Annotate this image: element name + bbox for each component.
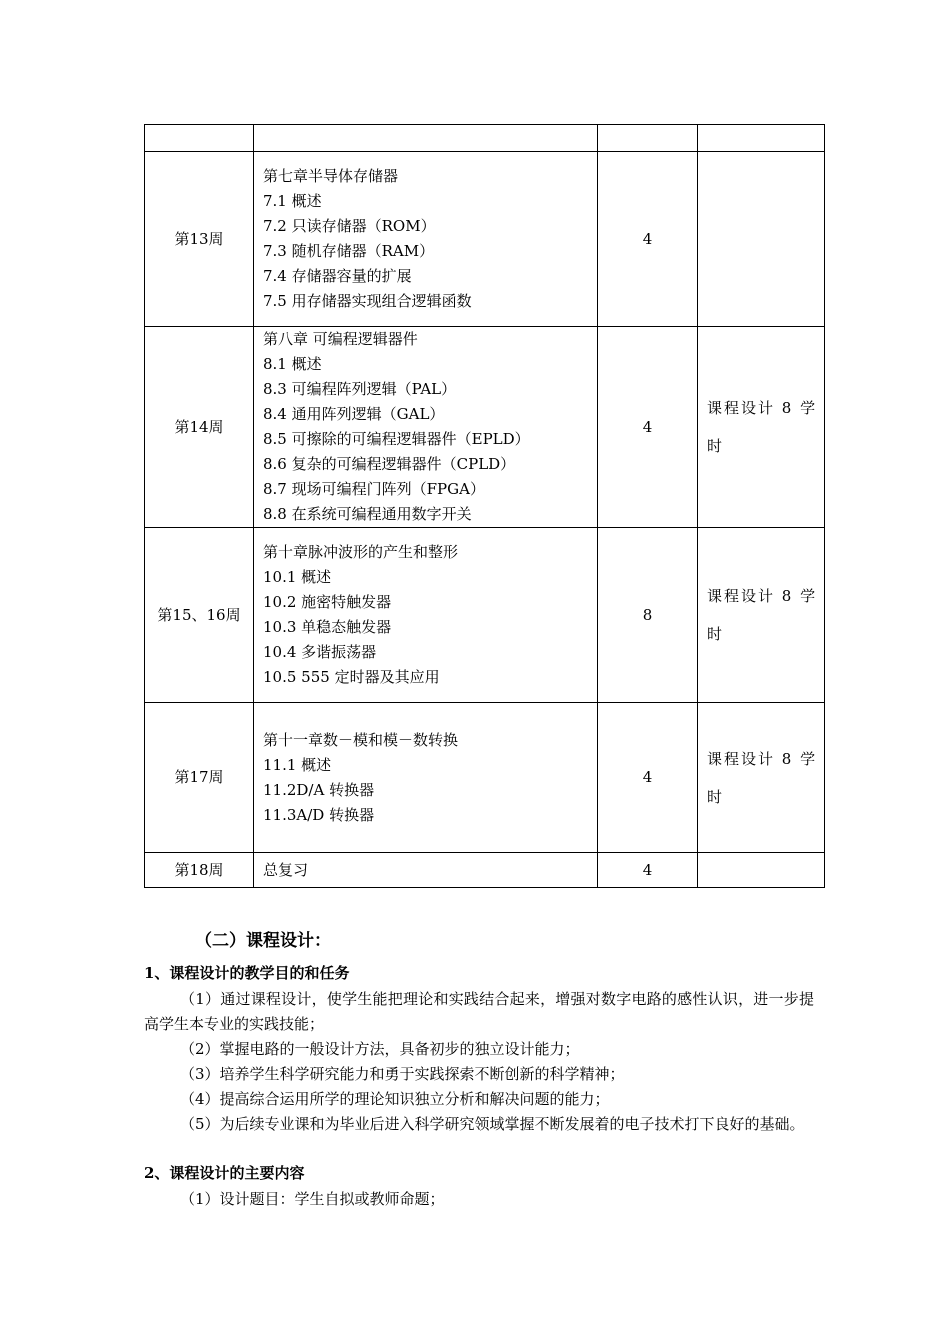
note-text: 课程设计 8 学时 [707, 749, 818, 806]
content-line: 10.5 555 定时器及其应用 [263, 668, 440, 686]
content-line: 第十章脉冲波形的产生和整形 [263, 543, 459, 561]
week-cell: 第13周 [145, 152, 254, 327]
note-cell [698, 703, 825, 853]
note-cell [698, 853, 825, 888]
sub-heading: 2、课程设计的主要内容 [144, 1164, 305, 1182]
paragraph: （1）设计题目：学生自拟或教师命题； [180, 1190, 445, 1208]
content-line: 第八章 可编程逻辑器件 [263, 330, 418, 348]
content-line: 8.3 可编程阵列逻辑（PAL） [263, 380, 457, 398]
note-cell [698, 152, 825, 327]
content-line: 10.4 多谐振荡器 [263, 643, 377, 661]
content-line: 8.6 复杂的可编程逻辑器件（CPLD） [263, 455, 516, 473]
content-line: 第十一章数－模和模－数转换 [263, 730, 459, 749]
content-line: 8.1 概述 [263, 355, 322, 373]
paragraph: （1）通过课程设计，使学生能把理论和实践结合起来，增强对数字电路的感性认识，进一步提高学生本专业的实践技能； [144, 990, 814, 1033]
content-cell [254, 152, 598, 327]
paragraph: （4）提高综合运用所学的理论知识独立分析和解决问题的能力； [180, 1090, 610, 1108]
note-cell [698, 327, 825, 528]
content-cell [254, 703, 598, 853]
content-line: 10.1 概述 [263, 568, 332, 586]
hours-cell: 4 [598, 327, 698, 528]
content-line: 总复习 [263, 860, 309, 879]
content-line: 8.5 可擦除的可编程逻辑器件（EPLD） [263, 430, 530, 448]
table-row [145, 528, 825, 703]
note-text: 课程设计 8 学时 [707, 587, 818, 643]
week-cell: 第14周 [145, 327, 254, 528]
note-text: 课程设计 8 学时 [707, 399, 818, 455]
content-cell [254, 327, 598, 528]
content-line: 7.3 随机存储器（RAM） [263, 242, 435, 260]
content-line: 8.7 现场可编程门阵列（FPGA） [263, 480, 485, 498]
schedule-table [144, 124, 825, 888]
hours-cell: 4 [598, 703, 698, 853]
section-heading: （二）课程设计： [195, 931, 331, 951]
content-line: 7.4 存储器容量的扩展 [263, 267, 412, 285]
content-line: 11.1 概述 [263, 755, 332, 774]
content-line: 7.5 用存储器实现组合逻辑函数 [263, 292, 472, 310]
content-line: 11.2D/A 转换器 [263, 780, 375, 799]
table-row [145, 853, 825, 888]
table-cell [598, 125, 698, 152]
content-cell [254, 528, 598, 703]
table-cell [145, 125, 254, 152]
week-cell: 第15、16周 [145, 528, 254, 703]
hours-cell: 4 [598, 152, 698, 327]
paragraph: （3）培养学生科学研究能力和勇于实践探索不断创新的科学精神； [180, 1065, 625, 1083]
content-line: 7.1 概述 [263, 192, 322, 210]
hours-cell: 4 [598, 853, 698, 888]
content-line: 8.4 通用阵列逻辑（GAL） [263, 405, 445, 423]
content-line: 11.3A/D 转换器 [263, 805, 375, 824]
paragraph: （5）为后续专业课和为毕业后进入科学研究领域掌握不断发展着的电子技术打下良好的基础。 [180, 1115, 805, 1133]
table-row [145, 703, 825, 853]
table-cell [698, 125, 825, 152]
table-cell [254, 125, 598, 152]
paragraph: （2）掌握电路的一般设计方法，具备初步的独立设计能力； [180, 1040, 580, 1058]
table-row [145, 152, 825, 327]
table-row [145, 125, 825, 152]
content-line: 第七章半导体存储器 [263, 167, 399, 185]
content-line: 8.8 在系统可编程通用数字开关 [263, 505, 472, 523]
week-cell: 第17周 [145, 703, 254, 853]
content-line: 10.3 单稳态触发器 [263, 618, 392, 636]
content-cell [254, 853, 598, 888]
hours-cell: 8 [598, 528, 698, 703]
sub-heading: 1、课程设计的教学目的和任务 [144, 964, 350, 982]
note-cell [698, 528, 825, 703]
table-row [145, 327, 825, 528]
week-cell: 第18周 [145, 853, 254, 888]
content-line: 10.2 施密特触发器 [263, 593, 392, 611]
content-line: 7.2 只读存储器（ROM） [263, 217, 436, 235]
